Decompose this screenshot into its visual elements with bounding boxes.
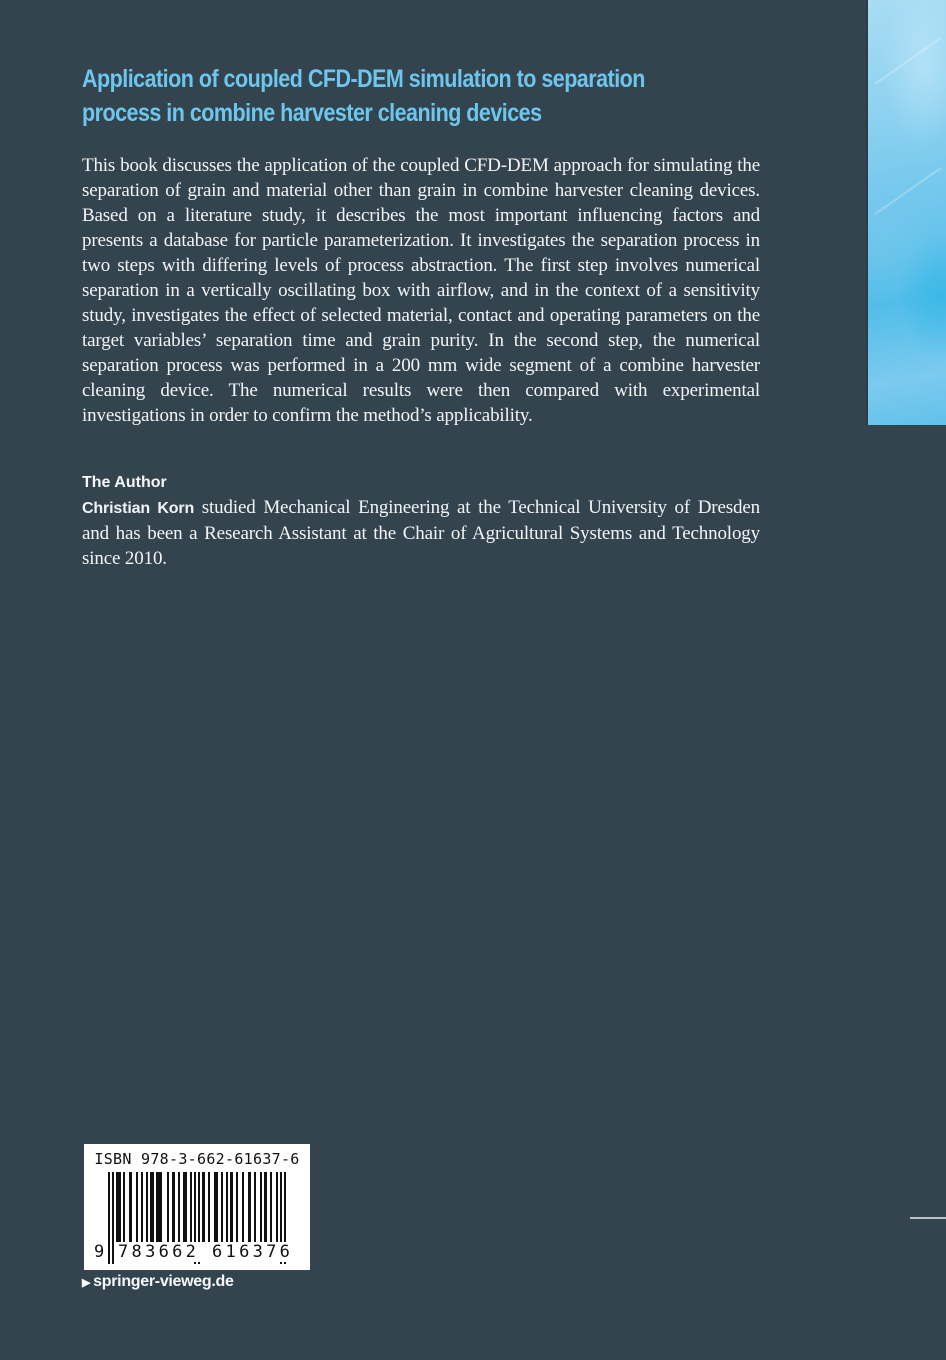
spine-edge-mark [910, 1217, 946, 1219]
title-line: Application of coupled CFD-DEM simulation to separation [82, 65, 645, 93]
book-title [82, 62, 684, 130]
author-heading: The Author [82, 474, 167, 491]
isbn-barcode [84, 1144, 310, 1270]
ean-digits [94, 1242, 301, 1262]
author-name: Christian Korn [82, 500, 195, 517]
book-description: This book discusses the application of the coupled CFD-DEM approach for simulating the separation of grain and material other than grain in combine harvester cleaning devices. Based on a literature study, it describes the most important influencing factors and presents a database for particle parameterization. It investigates the separation process in two steps with differing levels of process abstraction. The first step involves numerical separation in a vertically oscillating box with airflow, and in the context of a sensitivity study, investigates the effect of selected material, contact and operating parameters on the target variables’ separation time and grain purity. In the second step, the numerical separation process was performed in a 200 mm wide segment of a combine harvester cleaning device. The numerical results were then compared with experimental investigations in order to confirm the method’s applicability. [82, 155, 760, 426]
author-bio [82, 495, 760, 571]
decorative-swoosh [875, 167, 942, 215]
title-line: process in combine harvester cleaning devices [82, 99, 542, 127]
ean-first-digit: 9 [94, 1242, 105, 1262]
isbn-label: ISBN 978-3-662-61637-6 [94, 1150, 300, 1168]
cover-art-stripe [866, 0, 946, 425]
ean-left-group: 783662 [116, 1242, 207, 1262]
arrow-right-icon: ▶ [82, 1276, 91, 1289]
ean-right-group: 616376 [207, 1242, 301, 1262]
author-bio-text: studied Mechanical Engineering at the Technical University of Dresden and has been a Research Assistant at the Chair of Agricultural Systems and Technology since 2010. [82, 497, 760, 569]
publisher-url: springer-vieweg.de [93, 1273, 234, 1290]
decorative-swoosh [875, 37, 942, 85]
publisher-link[interactable] [82, 1273, 234, 1291]
